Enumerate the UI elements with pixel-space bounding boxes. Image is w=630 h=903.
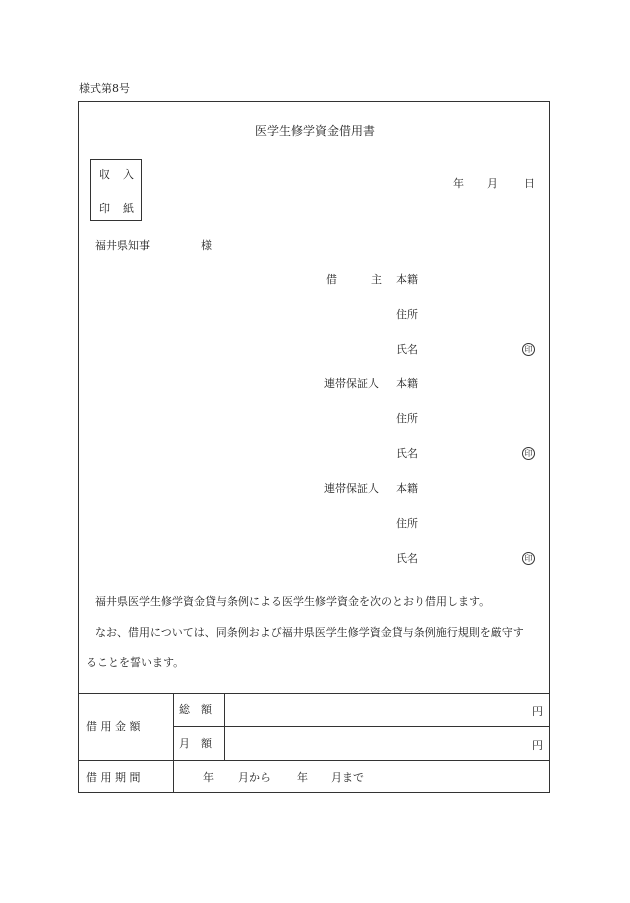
period-from-month: 月から xyxy=(238,771,271,784)
borrower-address-label: 住所 xyxy=(396,308,418,321)
seal-mark-2: 印 xyxy=(522,447,535,460)
period-to-year: 年 xyxy=(297,771,308,784)
total-amount-label: 総 額 xyxy=(179,703,212,716)
guarantor2-domicile-label: 本籍 xyxy=(396,482,418,495)
borrower-domicile-label: 本籍 xyxy=(396,273,418,286)
table-mid-rule xyxy=(173,726,550,727)
amount-label: 借 用 金 額 xyxy=(86,720,141,733)
guarantor1-label: 連帯保証人 xyxy=(324,377,379,390)
table-col-divider-1 xyxy=(173,693,174,793)
body-paragraph-1: 福井県医学生修学資金貸与条例による医学生修学資金を次のとおり借用します。 xyxy=(95,595,491,608)
stamp-char-1: 収 xyxy=(99,168,110,181)
date-day: 日 xyxy=(524,177,535,190)
addressee-honorific: 様 xyxy=(201,239,212,252)
seal-mark-1: 印 xyxy=(522,343,535,356)
guarantor1-domicile-label: 本籍 xyxy=(396,377,418,390)
revenue-stamp-box xyxy=(90,159,142,221)
form-number: 様式第8号 xyxy=(79,82,130,95)
stamp-char-4: 紙 xyxy=(123,202,134,215)
stamp-char-3: 印 xyxy=(99,202,110,215)
body-paragraph-2-line-2: ることを誓います。 xyxy=(86,656,185,669)
seal-mark-3: 印 xyxy=(522,552,535,565)
addressee-name: 福井県知事 xyxy=(95,239,150,252)
guarantor1-address-label: 住所 xyxy=(396,412,418,425)
borrower-label-1: 借 xyxy=(326,273,337,286)
guarantor1-name-label: 氏名 xyxy=(396,447,418,460)
monthly-yen-unit: 円 xyxy=(532,739,543,752)
date-year: 年 xyxy=(453,177,464,190)
table-top-rule xyxy=(78,693,550,694)
document-title: 医学生修学資金借用書 xyxy=(254,124,375,138)
guarantor2-name-label: 氏名 xyxy=(396,552,418,565)
stamp-char-2: 入 xyxy=(123,168,134,181)
table-col-divider-2 xyxy=(224,693,225,760)
body-paragraph-2-line-1: なお、借用については、同条例および福井県医学生修学資金貸与条例施行規則を厳守す xyxy=(95,626,524,639)
monthly-amount-label: 月 額 xyxy=(179,737,212,750)
form-frame xyxy=(78,101,550,793)
period-to-month: 月まで xyxy=(331,771,364,784)
borrower-name-label: 氏名 xyxy=(396,343,418,356)
guarantor2-label: 連帯保証人 xyxy=(324,482,379,495)
total-yen-unit: 円 xyxy=(532,705,543,718)
borrower-label-2: 主 xyxy=(371,273,382,286)
table-period-rule xyxy=(78,760,550,761)
period-label: 借 用 期 間 xyxy=(86,771,141,784)
date-month: 月 xyxy=(487,177,498,190)
guarantor2-address-label: 住所 xyxy=(396,517,418,530)
period-from-year: 年 xyxy=(203,771,214,784)
